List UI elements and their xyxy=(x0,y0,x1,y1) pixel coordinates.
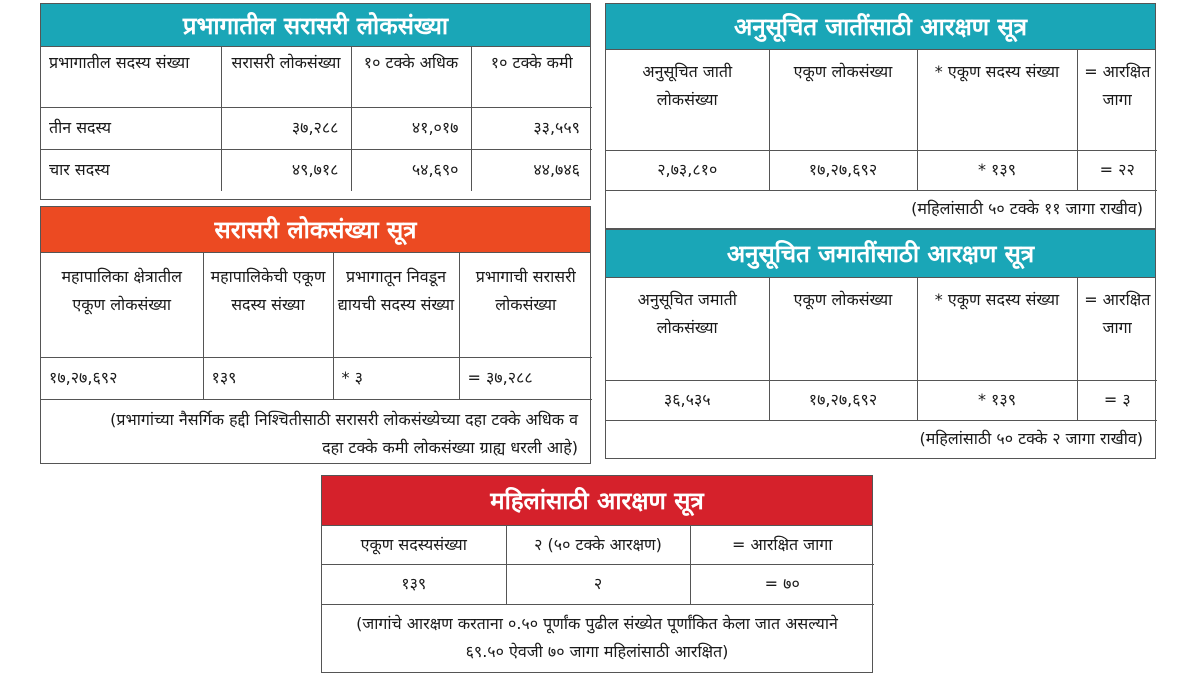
sc-formula-note: (महिलांसाठी ५० टक्के ११ जागा राखीव) xyxy=(911,198,1143,218)
table-cell: १७,२७,६९२ xyxy=(41,357,203,399)
avg-ward-population-table xyxy=(40,3,591,200)
table-row xyxy=(41,357,592,399)
table-cell: १३९ xyxy=(322,564,506,604)
women-formula-note: (जागांचे आरक्षण करताना ०.५० पूर्णांक पुढील संख्येत पूर्णांकित केला जात असल्याने ६९.५० ऐवजी ७० जागा महिलांसाठी आरक्षित) xyxy=(356,613,838,661)
table-cell: = ७० xyxy=(690,564,874,604)
table-cell: १७,२७,६९२ xyxy=(769,380,917,420)
sc-formula-grid xyxy=(606,50,1157,191)
st-formula-note: (महिलांसाठी ५० टक्के २ जागा राखीव) xyxy=(919,428,1143,448)
header-cell: प्रभागाची सरासरी लोकसंख्या xyxy=(459,253,592,357)
table-row xyxy=(41,149,592,191)
table-cell: * १३९ xyxy=(917,150,1077,190)
avg-ward-title: प्रभागातील सरासरी लोकसंख्या xyxy=(41,4,590,47)
women-reservation-formula-table xyxy=(321,475,873,673)
header-cell: एकूण सदस्यसंख्या xyxy=(322,526,506,564)
table-cell: ४९,७१८ xyxy=(221,149,351,191)
header-cell: अनुसूचित जाती लोकसंख्या xyxy=(606,50,769,150)
table-row xyxy=(41,107,592,149)
header-cell: अनुसूचित जमाती लोकसंख्या xyxy=(606,278,769,380)
avg-population-formula-table xyxy=(40,206,591,464)
header-cell: एकूण लोकसंख्या xyxy=(769,50,917,150)
table-header-row xyxy=(41,253,592,357)
sc-reservation-formula-table xyxy=(605,3,1156,229)
table-cell: १७,२७,६९२ xyxy=(769,150,917,190)
header-cell: प्रभागातील सदस्य संख्या xyxy=(41,47,221,107)
avg-formula-grid xyxy=(41,253,592,400)
header-cell: * एकूण सदस्य संख्या xyxy=(917,278,1077,380)
st-formula-grid xyxy=(606,278,1157,421)
avg-ward-grid xyxy=(41,47,592,191)
header-cell: एकूण लोकसंख्या xyxy=(769,278,917,380)
st-reservation-formula-table xyxy=(605,229,1156,459)
table-cell: ४४,७४६ xyxy=(471,149,592,191)
table-cell: ३७,२८८ xyxy=(221,107,351,149)
table-cell: २ xyxy=(506,564,690,604)
sc-formula-title: अनुसूचित जातींसाठी आरक्षण सूत्र xyxy=(606,4,1155,50)
table-header-row xyxy=(41,47,592,107)
table-header-row xyxy=(322,526,874,564)
header-cell: = आरक्षित जागा xyxy=(690,526,874,564)
table-cell: ३६,५३५ xyxy=(606,380,769,420)
table-cell: * ३ xyxy=(333,357,459,399)
table-row xyxy=(322,564,874,604)
avg-formula-title: सरासरी लोकसंख्या सूत्र xyxy=(41,207,590,253)
women-formula-title: महिलांसाठी आरक्षण सूत्र xyxy=(322,476,872,526)
table-row xyxy=(606,150,1157,190)
header-cell: = आरक्षित जागा xyxy=(1077,278,1157,380)
header-cell: सरासरी लोकसंख्या xyxy=(221,47,351,107)
header-cell: १० टक्के कमी xyxy=(471,47,592,107)
header-cell: १० टक्के अधिक xyxy=(351,47,471,107)
table-cell: १३९ xyxy=(203,357,333,399)
table-header-row xyxy=(606,50,1157,150)
table-cell: तीन सदस्य xyxy=(41,107,221,149)
header-cell: प्रभागातून निवडून द्यायची सदस्य संख्या xyxy=(333,253,459,357)
table-cell: ५४,६९० xyxy=(351,149,471,191)
header-cell: २ (५० टक्के आरक्षण) xyxy=(506,526,690,564)
header-cell: महापालिका क्षेत्रातील एकूण लोकसंख्या xyxy=(41,253,203,357)
women-formula-grid xyxy=(322,526,874,605)
table-cell: चार सदस्य xyxy=(41,149,221,191)
st-formula-title: अनुसूचित जमातींसाठी आरक्षण सूत्र xyxy=(606,230,1155,278)
table-cell: = ३ xyxy=(1077,380,1157,420)
table-cell: ४१,०१७ xyxy=(351,107,471,149)
table-row xyxy=(606,380,1157,420)
header-cell: * एकूण सदस्य संख्या xyxy=(917,50,1077,150)
table-cell: = ३७,२८८ xyxy=(459,357,592,399)
table-cell: * १३९ xyxy=(917,380,1077,420)
table-cell: २,७३,८१० xyxy=(606,150,769,190)
table-cell: = २२ xyxy=(1077,150,1157,190)
avg-formula-note: (प्रभागांच्या नैसर्गिक हद्दी निश्चितीसाठी सरासरी लोकसंख्येच्या दहा टक्के अधिक व दहा टक्के कमी लोकसंख्या ग्राह्य धरली आहे) xyxy=(110,409,578,457)
table-cell: ३३,५५९ xyxy=(471,107,592,149)
table-header-row xyxy=(606,278,1157,380)
header-cell: महापालिकेची एकूण सदस्य संख्या xyxy=(203,253,333,357)
header-cell: = आरक्षित जागा xyxy=(1077,50,1157,150)
